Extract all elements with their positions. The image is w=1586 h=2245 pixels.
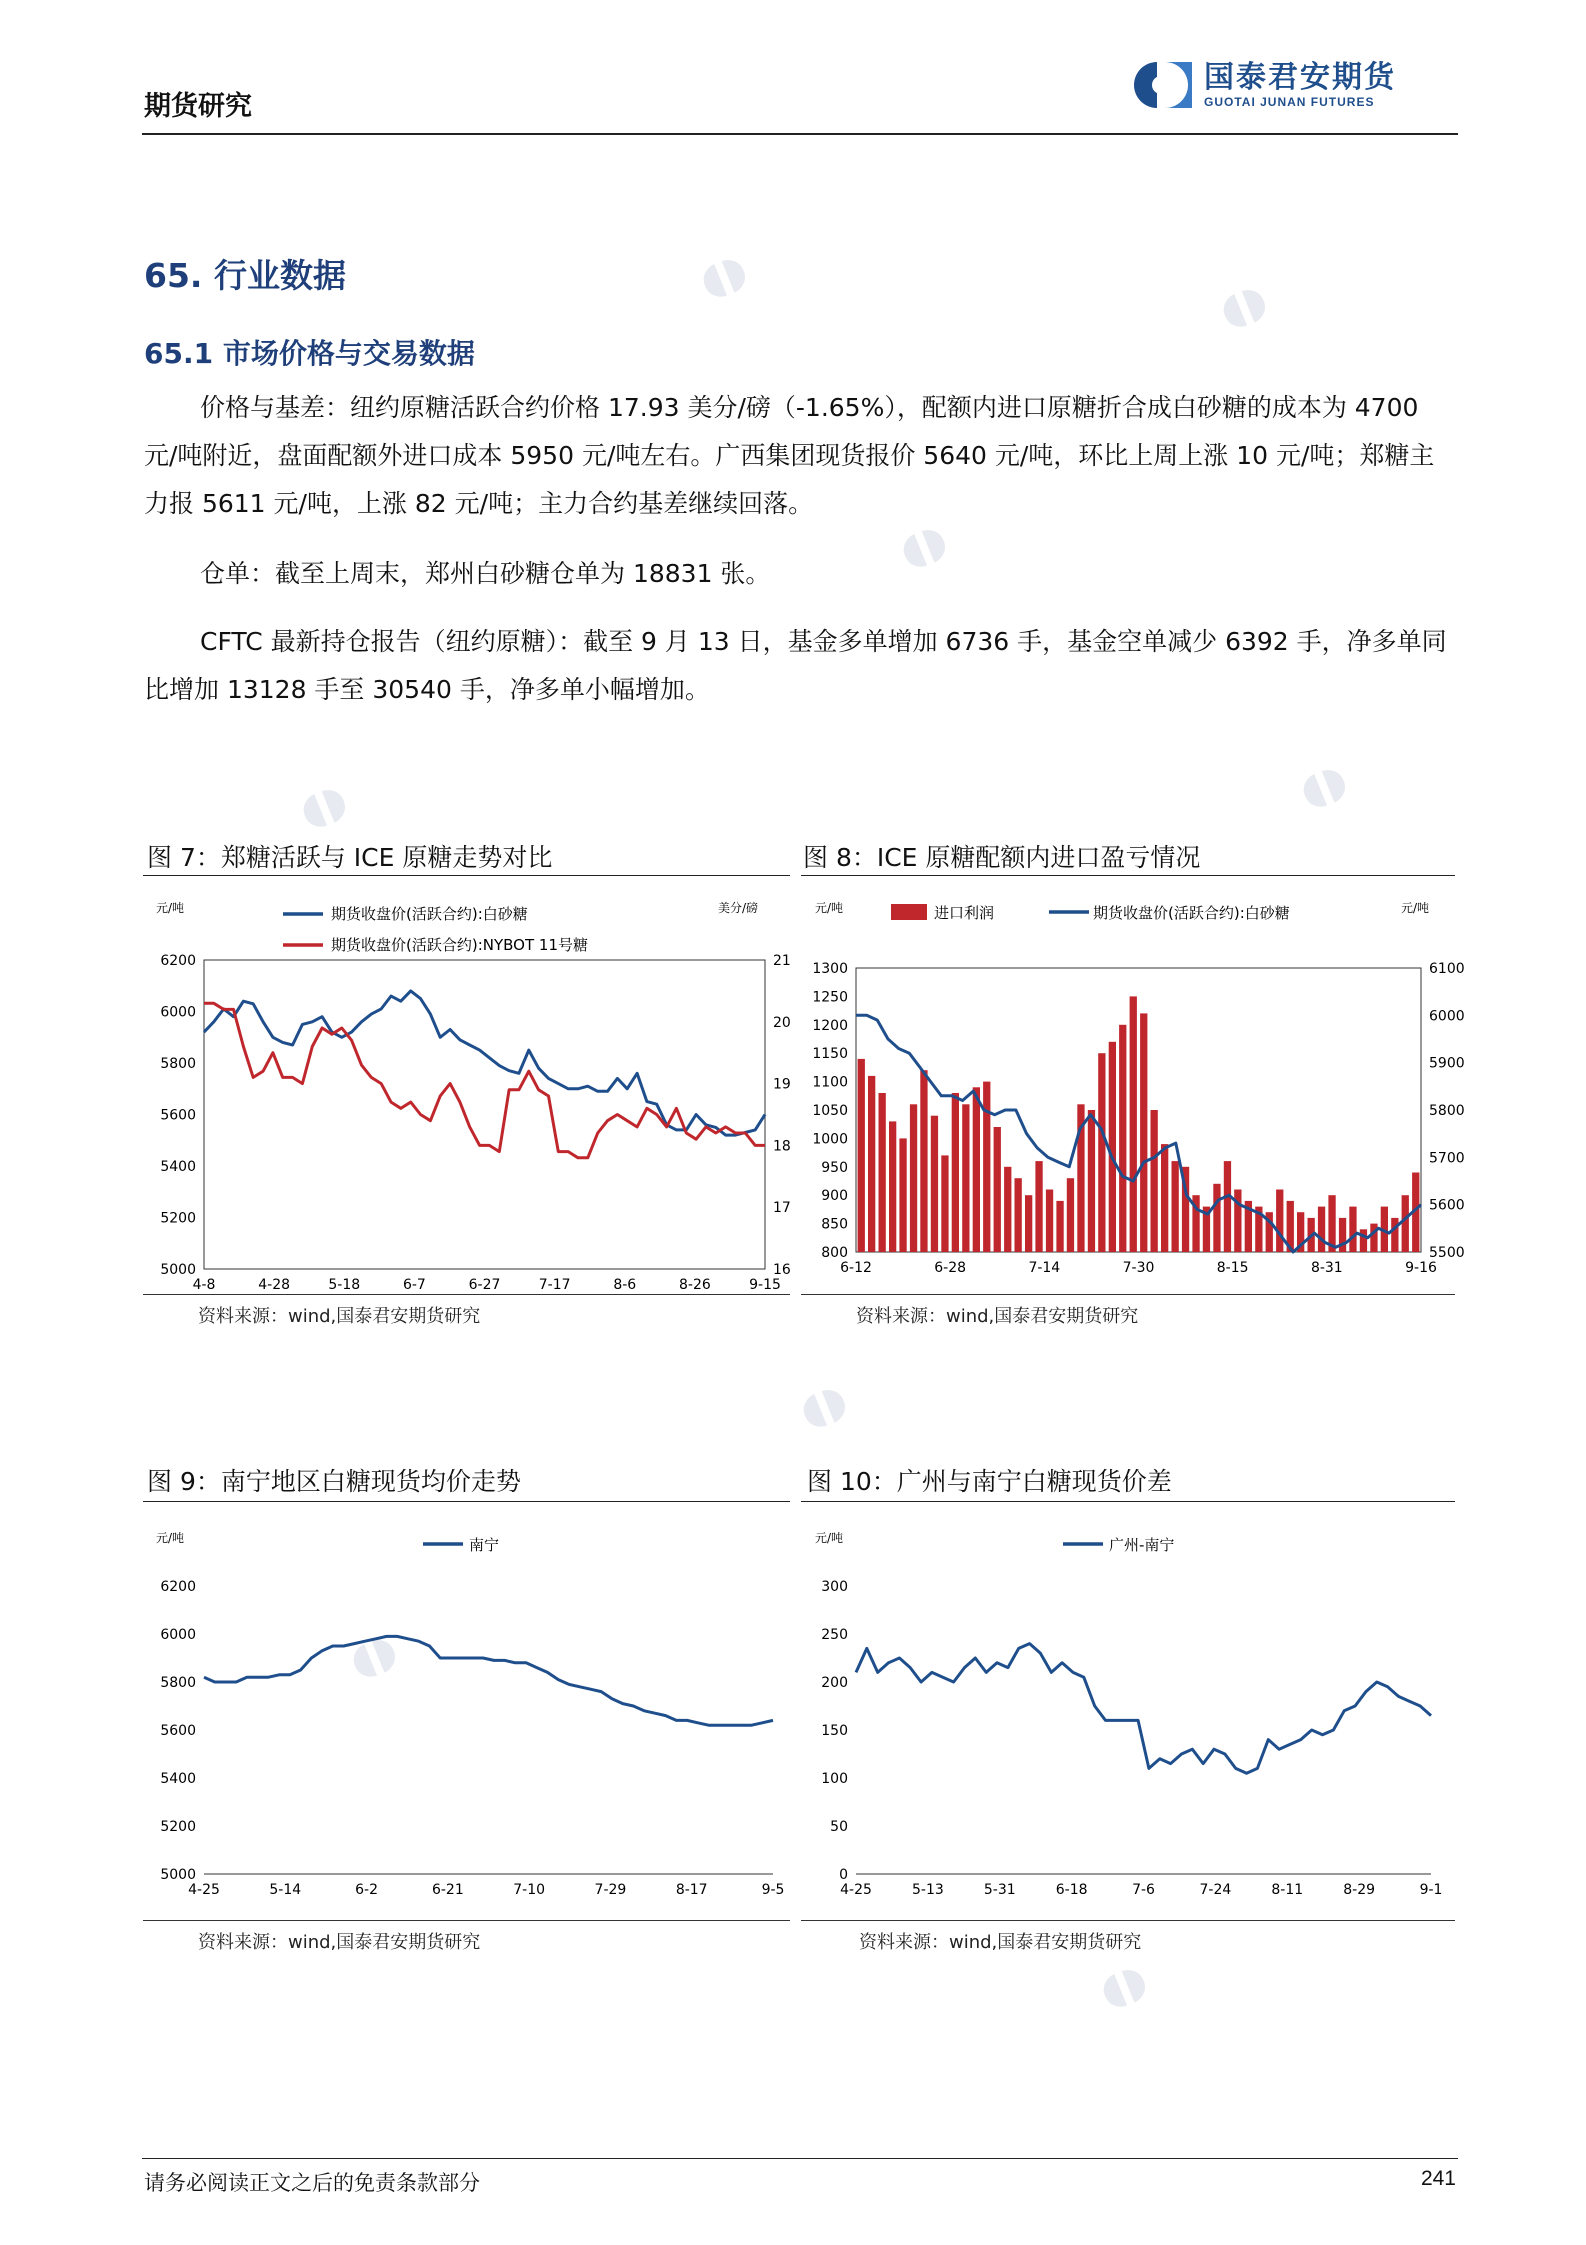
bar-import-profit: [1088, 1110, 1095, 1252]
figure-10-source: 资料来源：wind,国泰君安期货研究: [859, 1932, 1142, 1953]
y-left-tick-label: 5400: [160, 1771, 196, 1787]
bar-import-profit: [1213, 1184, 1220, 1252]
bar-import-profit: [1025, 1195, 1032, 1252]
bar-import-profit: [1276, 1190, 1283, 1253]
y-left-tick-label: 6000: [160, 1004, 196, 1021]
left-unit-label: 元/吨: [156, 901, 185, 915]
bar-import-profit: [1119, 1025, 1126, 1252]
x-tick-label: 7-17: [538, 1277, 571, 1293]
series-line-nanning: [204, 1636, 773, 1725]
bar-import-profit: [1224, 1161, 1231, 1252]
y-left-tick-label: 5800: [160, 1675, 196, 1691]
figure-10-bottom-rule: [801, 1920, 1455, 1921]
paragraph-warehouse: 仓单：截至上周末，郑州白砂糖仓单为 18831 张。: [200, 559, 771, 588]
y-left-tick-label: 50: [830, 1819, 848, 1835]
legend-swatch-bars: [891, 904, 927, 920]
x-tick-label: 6-12: [840, 1260, 872, 1276]
watermark-logo: ◖◗: [792, 1373, 855, 1438]
y-left-tick-label: 5800: [160, 1056, 196, 1072]
left-unit-label: 元/吨: [815, 1531, 844, 1545]
x-tick-label: 8-29: [1343, 1882, 1376, 1898]
y-left-tick-label: 6200: [160, 953, 196, 969]
y-right-tick-label: 5900: [1429, 1055, 1465, 1072]
x-tick-label: 7-10: [513, 1882, 546, 1898]
x-tick-label: 7-30: [1122, 1260, 1155, 1276]
paragraph-cftc: CFTC 最新持仓报告（纽约原糖）：截至 9 月 13 日，基金多单增加 6736 手，基金空单减少 6392 手，净多单同比增加 13128 手至 30540 手，净多单小幅增加。: [144, 627, 1447, 704]
footer-disclaimer: 请务必阅读正文之后的免责条款部分: [144, 2171, 480, 2195]
bar-import-profit: [889, 1121, 896, 1252]
y-left-tick-label: 1100: [812, 1074, 848, 1091]
figure-9-top-rule: [143, 1501, 790, 1502]
x-tick-label: 7-6: [1132, 1882, 1155, 1898]
bar-import-profit: [1402, 1195, 1409, 1252]
y-right-tick-label: 19: [773, 1076, 791, 1093]
logo-mark-icon: [1132, 60, 1194, 110]
y-right-tick-label: 21: [773, 953, 791, 969]
y-right-tick-label: 6000: [1429, 1008, 1465, 1025]
bar-import-profit: [1349, 1207, 1356, 1252]
footer-divider: [142, 2158, 1458, 2159]
watermark-logo: ◖◗: [1212, 273, 1275, 338]
watermark-logo: ◖◗: [1092, 1953, 1155, 2018]
x-tick-label: 6-21: [431, 1882, 464, 1898]
series-line-guangzhou-nanning-spread: [856, 1644, 1431, 1774]
x-tick-label: 6-2: [355, 1882, 379, 1898]
x-tick-label: 7-14: [1028, 1260, 1061, 1276]
figure-9-chart: [143, 1504, 790, 1919]
y-left-tick-label: 5200: [160, 1819, 196, 1835]
bar-import-profit: [920, 1070, 927, 1252]
x-tick-label: 4-25: [840, 1882, 872, 1898]
watermark-logo: ◖◗: [1292, 753, 1355, 818]
bar-import-profit: [1015, 1178, 1022, 1252]
y-left-tick-label: 150: [821, 1723, 848, 1739]
figure-7-chart: [143, 878, 790, 1293]
x-tick-label: 4-8: [192, 1277, 216, 1293]
x-tick-label: 9-16: [1405, 1260, 1437, 1276]
figure-9-source: 资料来源：wind,国泰君安期货研究: [198, 1932, 481, 1953]
figure-10-title: 图 10：广州与南宁白糖现货价差: [807, 1467, 1172, 1496]
bar-import-profit: [1161, 1144, 1168, 1252]
subsection-heading: 65.1 市场价格与交易数据: [144, 337, 475, 370]
y-left-tick-label: 950: [821, 1159, 848, 1176]
page-number: 241: [1420, 2167, 1456, 2190]
figure-8-chart: [801, 878, 1465, 1293]
figure-10-top-rule: [801, 1501, 1455, 1502]
y-right-tick-label: 5600: [1429, 1197, 1465, 1214]
y-left-tick-label: 300: [821, 1579, 848, 1595]
figure-8-source: 资料来源：wind,国泰君安期货研究: [856, 1306, 1139, 1327]
y-left-tick-label: 200: [821, 1675, 848, 1691]
plot-frame: [204, 960, 765, 1269]
y-right-tick-label: 18: [773, 1138, 791, 1155]
y-left-tick-label: 1000: [812, 1131, 848, 1148]
bar-import-profit: [962, 1104, 969, 1252]
x-tick-label: 4-25: [188, 1882, 220, 1898]
bar-import-profit: [879, 1093, 886, 1252]
left-unit-label: 元/吨: [156, 1531, 185, 1545]
bar-import-profit: [952, 1093, 959, 1252]
x-tick-label: 5-14: [269, 1882, 302, 1898]
bar-import-profit: [899, 1138, 906, 1252]
y-left-tick-label: 1300: [812, 961, 848, 977]
x-tick-label: 7-24: [1199, 1882, 1232, 1898]
y-left-tick-label: 6000: [160, 1627, 196, 1643]
figure-10-chart: [801, 1504, 1455, 1919]
figure-7-title: 图 7：郑糖活跃与 ICE 原糖走势对比: [147, 843, 553, 872]
x-tick-label: 4-28: [258, 1277, 291, 1293]
y-left-tick-label: 6200: [160, 1579, 196, 1595]
watermark-logo: ◖◗: [292, 773, 355, 838]
watermark-logo: ◖◗: [892, 513, 955, 578]
bar-import-profit: [994, 1127, 1001, 1252]
y-left-tick-label: 5600: [160, 1723, 196, 1739]
y-right-tick-label: 5500: [1429, 1245, 1465, 1261]
legend-label-series-2: 期货收盘价(活跃合约):NYBOT 11号糖: [331, 936, 588, 954]
legend-label-bars: 进口利润: [934, 904, 995, 922]
y-right-tick-label: 5700: [1429, 1150, 1465, 1167]
bar-import-profit: [973, 1087, 980, 1252]
bar-import-profit: [858, 1059, 865, 1252]
y-left-tick-label: 0: [839, 1867, 848, 1883]
x-tick-label: 8-11: [1271, 1882, 1304, 1898]
watermark-logo: ◖◗: [342, 1623, 405, 1688]
y-right-tick-label: 6100: [1429, 961, 1465, 977]
y-left-tick-label: 5000: [160, 1867, 196, 1883]
x-tick-label: 8-6: [613, 1277, 637, 1293]
header-divider: [142, 133, 1458, 135]
y-left-tick-label: 1250: [812, 989, 848, 1006]
bar-import-profit: [1360, 1229, 1367, 1252]
legend-label-line: 期货收盘价(活跃合约):白砂糖: [1093, 904, 1290, 922]
bar-import-profit: [1046, 1190, 1053, 1253]
bar-import-profit: [868, 1076, 875, 1252]
y-right-tick-label: 17: [773, 1200, 791, 1217]
y-left-tick-label: 900: [821, 1188, 848, 1205]
x-tick-label: 8-26: [678, 1277, 711, 1293]
x-tick-label: 6-28: [934, 1260, 967, 1276]
x-tick-label: 6-27: [468, 1277, 501, 1293]
x-tick-label: 6-18: [1055, 1882, 1088, 1898]
bar-import-profit: [1098, 1053, 1105, 1252]
y-left-tick-label: 5600: [160, 1107, 196, 1124]
bar-import-profit: [910, 1104, 917, 1252]
x-tick-label: 8-17: [675, 1882, 708, 1898]
bar-import-profit: [931, 1116, 938, 1252]
y-left-tick-label: 1200: [812, 1017, 848, 1034]
y-right-tick-label: 16: [773, 1262, 791, 1278]
bar-import-profit: [1318, 1207, 1325, 1252]
bar-import-profit: [1067, 1178, 1074, 1252]
bar-import-profit: [1151, 1110, 1158, 1252]
y-right-tick-label: 20: [773, 1014, 791, 1031]
y-left-tick-label: 100: [821, 1771, 848, 1787]
bar-import-profit: [1004, 1167, 1011, 1252]
bar-import-profit: [1140, 1013, 1147, 1252]
y-left-tick-label: 5400: [160, 1159, 196, 1175]
legend-label-series-1: 广州-南宁: [1109, 1536, 1175, 1554]
x-tick-label: 7-29: [594, 1882, 627, 1898]
x-tick-label: 5-18: [328, 1277, 361, 1293]
x-tick-label: 8-31: [1310, 1260, 1343, 1276]
y-left-tick-label: 1150: [812, 1046, 848, 1063]
bar-import-profit: [983, 1082, 990, 1252]
series-line-zhengzhou-sugar: [204, 991, 765, 1135]
plot-frame: [856, 968, 1421, 1252]
figure-9-title: 图 9：南宁地区白糖现货均价走势: [147, 1467, 521, 1496]
bar-import-profit: [1130, 996, 1137, 1252]
figure-7-bottom-rule: [143, 1294, 790, 1295]
y-left-tick-label: 5000: [160, 1262, 196, 1278]
bar-import-profit: [941, 1155, 948, 1252]
figure-7-top-rule: [143, 875, 790, 876]
figure-8-title: 图 8：ICE 原糖配额内进口盈亏情况: [803, 843, 1201, 872]
y-left-tick-label: 800: [821, 1245, 848, 1261]
bar-import-profit: [1370, 1224, 1377, 1252]
figure-8-top-rule: [801, 875, 1455, 876]
legend-label-series-1: 南宁: [469, 1536, 500, 1554]
bar-import-profit: [1056, 1201, 1063, 1252]
watermark-logo: ◖◗: [692, 243, 755, 308]
figure-7-source: 资料来源：wind,国泰君安期货研究: [198, 1306, 481, 1327]
x-tick-label: 9-1: [1419, 1882, 1443, 1898]
y-left-tick-label: 850: [821, 1216, 848, 1233]
bar-import-profit: [1109, 1042, 1116, 1252]
x-tick-label: 9-15: [749, 1277, 781, 1293]
bar-import-profit: [1391, 1218, 1398, 1252]
left-unit-label: 元/吨: [815, 901, 844, 915]
right-unit-label: 美分/磅: [718, 901, 759, 915]
x-tick-label: 8-15: [1216, 1260, 1249, 1276]
series-line-zhengzhou-sugar: [856, 1015, 1421, 1252]
series-line-ice-raw-sugar: [204, 1003, 765, 1158]
bar-import-profit: [1172, 1161, 1179, 1252]
logo-cn-text: 国泰君安期货: [1204, 60, 1396, 95]
right-unit-label: 元/吨: [1401, 901, 1430, 915]
y-left-tick-label: 1050: [812, 1103, 848, 1119]
logo-en-text: GUOTAI JUNAN FUTURES: [1204, 95, 1375, 109]
y-left-tick-label: 5200: [160, 1210, 196, 1227]
header-section-label: 期货研究: [144, 91, 252, 122]
paragraph-price-basis: 价格与基差：纽约原糖活跃合约价格 17.93 美分/磅（-1.65%），配额内进口原糖折合成白砂糖的成本为 4700 元/吨附近，盘面配额外进口成本 5950 元/吨左右。广西集团现货报价 5640 元/吨，环比上周上涨 10 元/吨；郑糖主力报 5611 元/吨，上涨 82 元/吨；主力合约基差继续回落。: [144, 393, 1435, 518]
y-right-tick-label: 5800: [1429, 1103, 1465, 1119]
company-logo: [1132, 60, 1396, 110]
y-left-tick-label: 250: [821, 1627, 848, 1643]
x-tick-label: 5-13: [911, 1882, 944, 1898]
bar-import-profit: [1035, 1161, 1042, 1252]
section-heading: 65. 行业数据: [144, 256, 346, 295]
x-tick-label: 9-5: [761, 1882, 785, 1898]
legend-label-series-1: 期货收盘价(活跃合约):白砂糖: [331, 905, 528, 923]
figure-9-bottom-rule: [143, 1920, 790, 1921]
x-tick-label: 5-31: [983, 1882, 1016, 1898]
x-tick-label: 6-7: [402, 1277, 426, 1293]
figure-8-bottom-rule: [801, 1294, 1455, 1295]
